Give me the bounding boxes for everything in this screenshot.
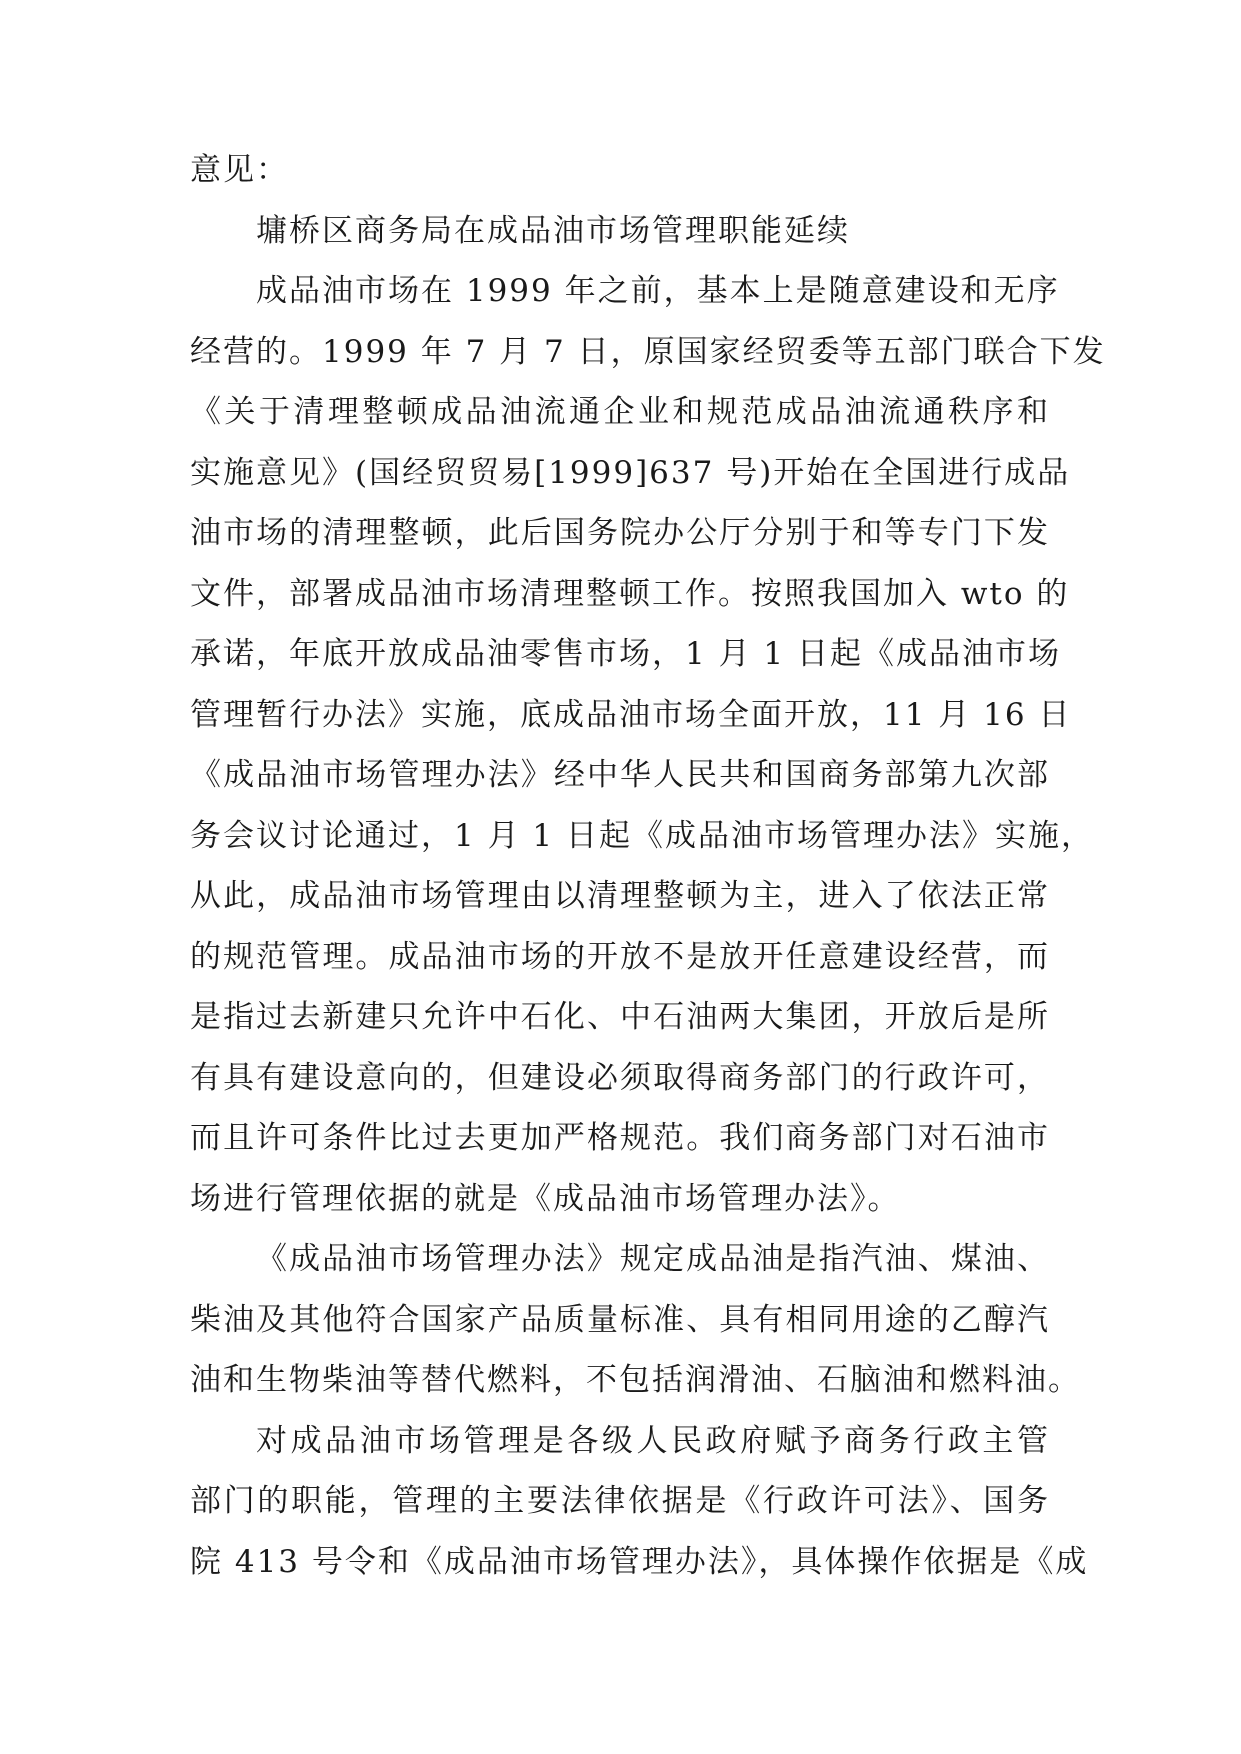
paragraph-1-line-10: 务会议讨论通过，1 月 1 日起《成品油市场管理办法》实施， xyxy=(190,817,1095,854)
paragraph-1-line-15: 而且许可条件比过去更加严格规范。我们商务部门对石油市 xyxy=(190,1120,1050,1156)
paragraph-1-line-2: 经营的。1999 年 7 月 7 日，原国家经贸委等五部门联合下发 xyxy=(190,333,1106,370)
paragraph-2-line-1: 《成品油市场管理办法》规定成品油是指汽油、煤油、 xyxy=(256,1241,1050,1277)
paragraph-3-line-3: 院 413 号令和《成品油市场管理办法》，具体操作依据是《成 xyxy=(190,1543,1089,1580)
paragraph-1-line-6: 文件，部署成品油市场清理整顿工作。按照我国加入 wto 的 xyxy=(190,575,1070,612)
heading-line: 意见： xyxy=(190,152,289,188)
paragraph-3-line-2: 部门的职能，管理的主要法律依据是《行政许可法》、国务 xyxy=(190,1483,1050,1519)
paragraph-2-line-2: 柴油及其他符合国家产品质量标准、具有相同用途的乙醇汽 xyxy=(190,1301,1050,1338)
paragraph-2-line-3: 油和生物柴油等替代燃料，不包括润滑油、石脑油和燃料油。 xyxy=(190,1362,1081,1398)
paragraph-3-line-1: 对成品油市场管理是各级人民政府赋予商务行政主管 xyxy=(256,1422,1050,1459)
paragraph-1-line-13: 是指过去新建只允许中石化、中石油两大集团，开放后是所 xyxy=(190,999,1050,1035)
paragraph-1-line-9: 《成品油市场管理办法》经中华人民共和国商务部第九次部 xyxy=(190,757,1050,793)
subtitle-line: 墉桥区商务局在成品油市场管理职能延续 xyxy=(256,212,850,249)
paragraph-1-line-14: 有具有建设意向的，但建设必须取得商务部门的行政许可， xyxy=(190,1059,1050,1096)
paragraph-1-line-8: 管理暂行办法》实施，底成品油市场全面开放，11 月 16 日 xyxy=(190,696,1072,733)
document-body xyxy=(190,140,1106,1592)
paragraph-1-line-5: 油市场的清理整顿，此后国务院办公厅分别于和等专门下发 xyxy=(190,515,1050,551)
paragraph-1-line-16: 场进行管理依据的就是《成品油市场管理办法》。 xyxy=(190,1180,901,1217)
paragraph-1-line-3: 《关于清理整顿成品油流通企业和规范成品油流通秩序和 xyxy=(190,394,1050,430)
paragraph-1-line-11: 从此，成品油市场管理由以清理整顿为主，进入了依法正常 xyxy=(190,878,1050,914)
paragraph-1-line-4: 实施意见》(国经贸贸易[1999]637 号)开始在全国进行成品 xyxy=(190,454,1071,491)
paragraph-1-line-1: 成品油市场在 1999 年之前，基本上是随意建设和无序 xyxy=(256,273,1060,309)
paragraph-1-line-12: 的规范管理。成品油市场的开放不是放开任意建设经营，而 xyxy=(190,938,1050,975)
paragraph-1-line-7: 承诺，年底开放成品油零售市场，1 月 1 日起《成品油市场 xyxy=(190,636,1062,672)
